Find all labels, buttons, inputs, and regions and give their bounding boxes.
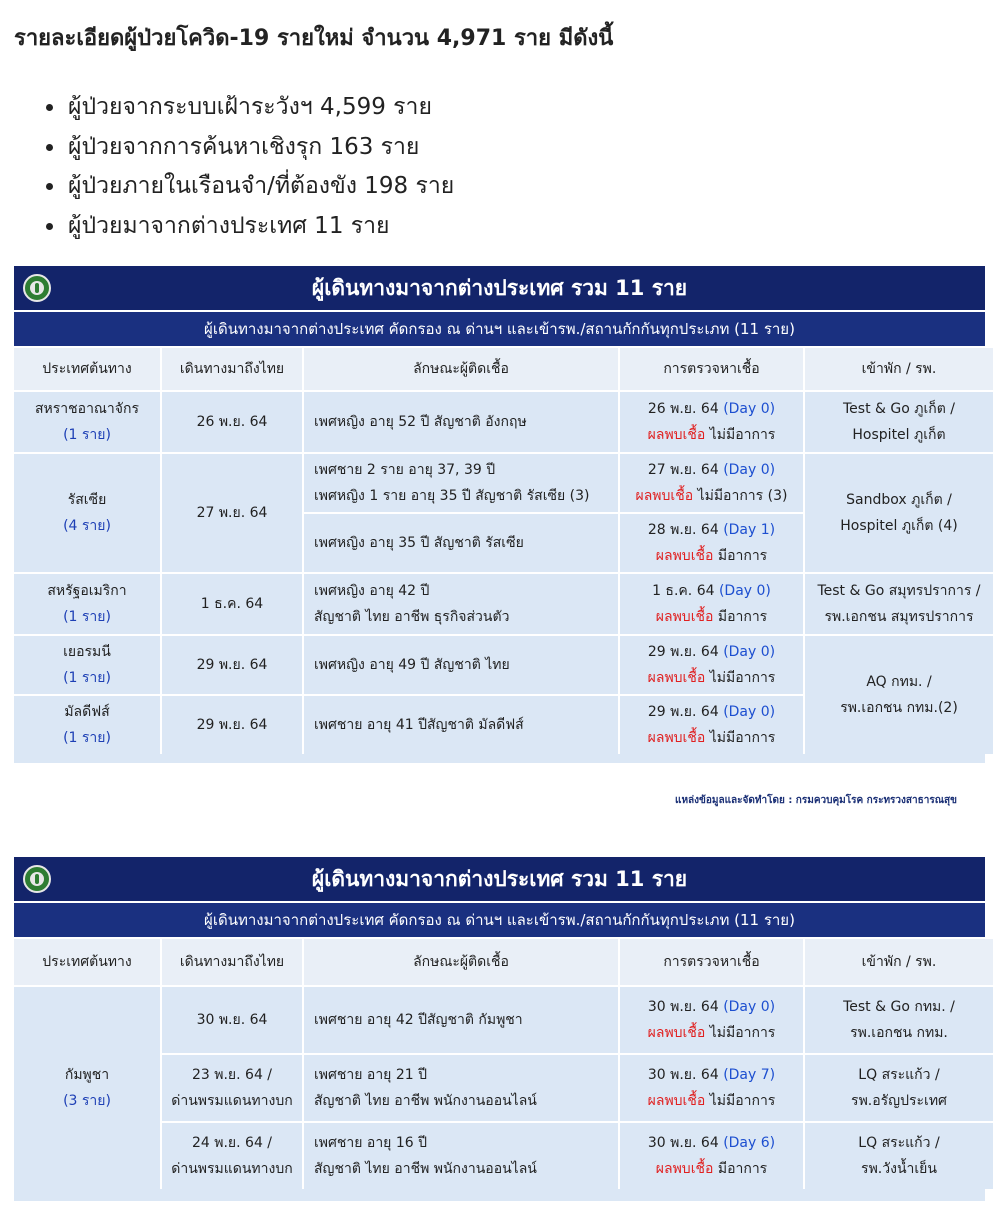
result-line <box>648 725 776 751</box>
country-name: รัสเซีย <box>67 492 107 508</box>
test-date: 30 พ.ย. 64 <box>647 999 719 1015</box>
source-note: แหล่งข้อมูลและจัดทำโดย : กรมควบคุมโรค กระทรวงสาธารณสุข <box>675 795 957 806</box>
test-date: 27 พ.ย. 64 <box>647 462 719 478</box>
profile-line: เพศหญิง 1 ราย อายุ 35 ปี สัญชาติ รัสเซีย (3) <box>314 488 590 504</box>
positive-label: ผลพบเชื้อ <box>647 1025 706 1041</box>
country-name: มัลดีฟส์ <box>64 704 110 720</box>
country-name: กัมพูชา <box>64 1067 110 1083</box>
list-item: • ผู้ป่วยภายในเรือนจำ/ที่ต้องขัง 198 ราย <box>66 167 454 207</box>
country-name: สหรัฐอเมริกา <box>47 583 127 599</box>
test-date: 26 พ.ย. 64 <box>647 401 719 417</box>
stay-line: Test & Go ภูเก็ต / <box>843 401 955 417</box>
country-cell <box>14 392 160 452</box>
result-line <box>656 543 767 569</box>
arrival-cell <box>162 1123 302 1189</box>
stay-line: รพ.เอกชน สมุทรปราการ <box>824 609 974 625</box>
day-label: (Day 0) <box>723 462 776 478</box>
country-cell <box>14 696 160 754</box>
country-name: เยอรมนี <box>63 644 111 660</box>
case-table <box>14 348 985 754</box>
symptom: ไม่มีอาการ <box>709 730 776 746</box>
case-count: (1 ราย) <box>63 670 111 686</box>
stay-cell <box>805 1123 993 1189</box>
list-item: • ผู้ป่วยจากระบบเฝ้าระวังฯ 4,599 ราย <box>66 88 454 128</box>
test-date: 28 พ.ย. 64 <box>647 522 719 538</box>
stay-line: Sandbox ภูเก็ต / <box>846 492 952 508</box>
header-arrival: เดินทางมาถึงไทย <box>162 939 302 985</box>
case-count: (1 ราย) <box>63 609 111 625</box>
arrival-line: 23 พ.ย. 64 / <box>191 1067 273 1083</box>
header-country: ประเทศต้นทาง <box>14 939 160 985</box>
stay-cell <box>805 636 993 754</box>
result-line <box>656 1156 767 1182</box>
test-date-line <box>648 457 775 483</box>
symptom: ไม่มีอาการ (3) <box>697 488 788 504</box>
day-label: (Day 1) <box>723 522 776 538</box>
header-arrival: เดินทางมาถึงไทย <box>162 348 302 390</box>
header-country: ประเทศต้นทาง <box>14 348 160 390</box>
test-cell <box>620 1123 803 1189</box>
day-label: (Day 0) <box>723 401 776 417</box>
profile-line: สัญชาติ ไทย อาชีพ ธุรกิจส่วนตัว <box>314 609 510 625</box>
header-stay: เข้าพัก / รพ. <box>805 348 993 390</box>
stay-line: LQ สระแก้ว / <box>858 1135 940 1151</box>
result-line <box>656 604 767 630</box>
test-date: 29 พ.ย. 64 <box>647 644 719 660</box>
profile-cell <box>304 1055 618 1121</box>
summary-list <box>40 88 454 246</box>
test-date: 30 พ.ย. 64 <box>647 1135 719 1151</box>
stay-cell <box>805 574 993 634</box>
arrival-line: ด่านพรมแดนทางบก <box>171 1093 293 1109</box>
table-title: ผู้เดินทางมาจากต่างประเทศ รวม 11 ราย <box>311 866 688 891</box>
header-profile: ลักษณะผู้ติดเชื้อ <box>304 939 618 985</box>
case-count: (4 ราย) <box>63 518 111 534</box>
stay-cell <box>805 987 993 1053</box>
profile-line: เพศชาย 2 ราย อายุ 37, 39 ปี <box>314 462 496 478</box>
symptom: มีอาการ <box>717 1161 768 1177</box>
table-title-bar <box>14 266 985 312</box>
table-subtitle: ผู้เดินทางมาจากต่างประเทศ คัดกรอง ณ ด่านฯ และเข้ารพ./สถานกักกันทุกประเภท (11 ราย) <box>14 903 985 939</box>
test-date-line <box>652 578 771 604</box>
test-date-line <box>648 699 775 725</box>
symptom: ไม่มีอาการ <box>709 1093 776 1109</box>
day-label: (Day 0) <box>718 583 771 599</box>
arrival-cell: 1 ธ.ค. 64 <box>162 574 302 634</box>
stay-cell <box>805 454 993 572</box>
test-date-line <box>648 1062 775 1088</box>
stay-line: รพ.เอกชน กทม. <box>850 1025 948 1041</box>
ministry-logo-icon <box>23 865 51 893</box>
test-date-line <box>648 517 775 543</box>
profile-cell: เพศหญิง อายุ 49 ปี สัญชาติ ไทย <box>304 636 618 694</box>
arrival-cell: 29 พ.ย. 64 <box>162 696 302 754</box>
test-cell <box>620 392 803 452</box>
positive-label: ผลพบเชื้อ <box>655 1161 714 1177</box>
case-count: (1 ราย) <box>63 730 111 746</box>
profile-cell <box>304 1123 618 1189</box>
test-cell <box>620 696 803 754</box>
stay-line: Hospitel ภูเก็ต <box>852 427 946 443</box>
symptom: มีอาการ <box>717 548 768 564</box>
positive-label: ผลพบเชื้อ <box>647 670 706 686</box>
header-stay: เข้าพัก / รพ. <box>805 939 993 985</box>
infographic-table-1 <box>14 266 985 763</box>
profile-cell: เพศชาย อายุ 41 ปีสัญชาติ มัลดีฟส์ <box>304 696 618 754</box>
positive-label: ผลพบเชื้อ <box>655 548 714 564</box>
result-line <box>648 1088 776 1114</box>
test-date: 1 ธ.ค. 64 <box>652 583 715 599</box>
arrival-cell <box>162 1055 302 1121</box>
case-count: (1 ราย) <box>63 427 111 443</box>
ministry-logo-icon <box>23 274 51 302</box>
country-cell <box>14 987 160 1189</box>
stay-line: LQ สระแก้ว / <box>858 1067 940 1083</box>
positive-label: ผลพบเชื้อ <box>647 427 706 443</box>
day-label: (Day 7) <box>723 1067 776 1083</box>
table-subtitle: ผู้เดินทางมาจากต่างประเทศ คัดกรอง ณ ด่านฯ และเข้ารพ./สถานกักกันทุกประเภท (11 ราย) <box>14 312 985 348</box>
stay-line: Hospitel ภูเก็ต (4) <box>840 518 958 534</box>
infographic-table-2 <box>14 857 985 1201</box>
header-profile: ลักษณะผู้ติดเชื้อ <box>304 348 618 390</box>
profile-cell: เพศหญิง อายุ 35 ปี สัญชาติ รัสเซีย <box>304 514 618 572</box>
day-label: (Day 0) <box>723 999 776 1015</box>
stay-cell <box>805 1055 993 1121</box>
profile-cell <box>304 574 618 634</box>
day-label: (Day 0) <box>723 644 776 660</box>
test-date-line <box>648 396 775 422</box>
arrival-cell: 26 พ.ย. 64 <box>162 392 302 452</box>
header-test: การตรวจหาเชื้อ <box>620 348 803 390</box>
table-title-bar <box>14 857 985 903</box>
stay-line: AQ กทม. / <box>866 674 932 690</box>
arrival-cell: 29 พ.ย. 64 <box>162 636 302 694</box>
test-cell <box>620 454 803 512</box>
symptom: ไม่มีอาการ <box>709 427 776 443</box>
list-item: • ผู้ป่วยจากการค้นหาเชิงรุก 163 ราย <box>66 128 454 168</box>
profile-cell <box>304 454 618 512</box>
headline: รายละเอียดผู้ป่วยโควิด-19 รายใหม่ จำนวน 4,971 ราย มีดังนี้ <box>14 26 614 51</box>
test-date-line <box>648 1130 775 1156</box>
case-count: (3 ราย) <box>63 1093 111 1109</box>
test-cell <box>620 636 803 694</box>
result-line <box>648 1020 776 1046</box>
header-test: การตรวจหาเชื้อ <box>620 939 803 985</box>
profile-line: เพศหญิง อายุ 42 ปี <box>314 583 430 599</box>
country-cell <box>14 574 160 634</box>
positive-label: ผลพบเชื้อ <box>635 488 694 504</box>
table-title: ผู้เดินทางมาจากต่างประเทศ รวม 11 ราย <box>311 275 688 300</box>
test-cell <box>620 987 803 1053</box>
positive-label: ผลพบเชื้อ <box>655 609 714 625</box>
test-date-line <box>648 994 775 1020</box>
profile-line: สัญชาติ ไทย อาชีพ พนักงานออนไลน์ <box>314 1093 537 1109</box>
stay-line: Test & Go สมุทรปราการ / <box>817 583 981 599</box>
arrival-line: ด่านพรมแดนทางบก <box>171 1161 293 1177</box>
case-table <box>14 939 985 1189</box>
country-name: สหราชอาณาจักร <box>35 401 139 417</box>
country-cell <box>14 636 160 694</box>
test-cell <box>620 514 803 572</box>
profile-line: เพศชาย อายุ 21 ปี <box>314 1067 427 1083</box>
profile-line: เพศชาย อายุ 16 ปี <box>314 1135 427 1151</box>
positive-label: ผลพบเชื้อ <box>647 1093 706 1109</box>
day-label: (Day 6) <box>723 1135 776 1151</box>
list-item: • ผู้ป่วยมาจากต่างประเทศ 11 ราย <box>66 207 454 247</box>
symptom: ไม่มีอาการ <box>709 670 776 686</box>
country-cell <box>14 454 160 572</box>
symptom: ไม่มีอาการ <box>709 1025 776 1041</box>
stay-line: รพ.เอกชน กทม.(2) <box>840 700 958 716</box>
profile-cell: เพศหญิง อายุ 52 ปี สัญชาติ อังกฤษ <box>304 392 618 452</box>
day-label: (Day 0) <box>723 704 776 720</box>
test-date: 29 พ.ย. 64 <box>647 704 719 720</box>
test-cell <box>620 1055 803 1121</box>
symptom: มีอาการ <box>717 609 768 625</box>
arrival-cell: 27 พ.ย. 64 <box>162 454 302 572</box>
profile-cell: เพศชาย อายุ 42 ปีสัญชาติ กัมพูชา <box>304 987 618 1053</box>
stay-line: Test & Go กทม. / <box>843 999 955 1015</box>
profile-line: สัญชาติ ไทย อาชีพ พนักงานออนไลน์ <box>314 1161 537 1177</box>
arrival-line: 24 พ.ย. 64 / <box>191 1135 273 1151</box>
stay-cell <box>805 392 993 452</box>
result-line <box>648 422 776 448</box>
stay-line: รพ.อรัญประเทศ <box>851 1093 947 1109</box>
test-date-line <box>648 639 775 665</box>
test-cell <box>620 574 803 634</box>
arrival-cell: 30 พ.ย. 64 <box>162 987 302 1053</box>
result-line <box>636 483 788 509</box>
test-date: 30 พ.ย. 64 <box>647 1067 719 1083</box>
result-line <box>648 665 776 691</box>
positive-label: ผลพบเชื้อ <box>647 730 706 746</box>
stay-line: รพ.วังน้ำเย็น <box>861 1161 937 1177</box>
